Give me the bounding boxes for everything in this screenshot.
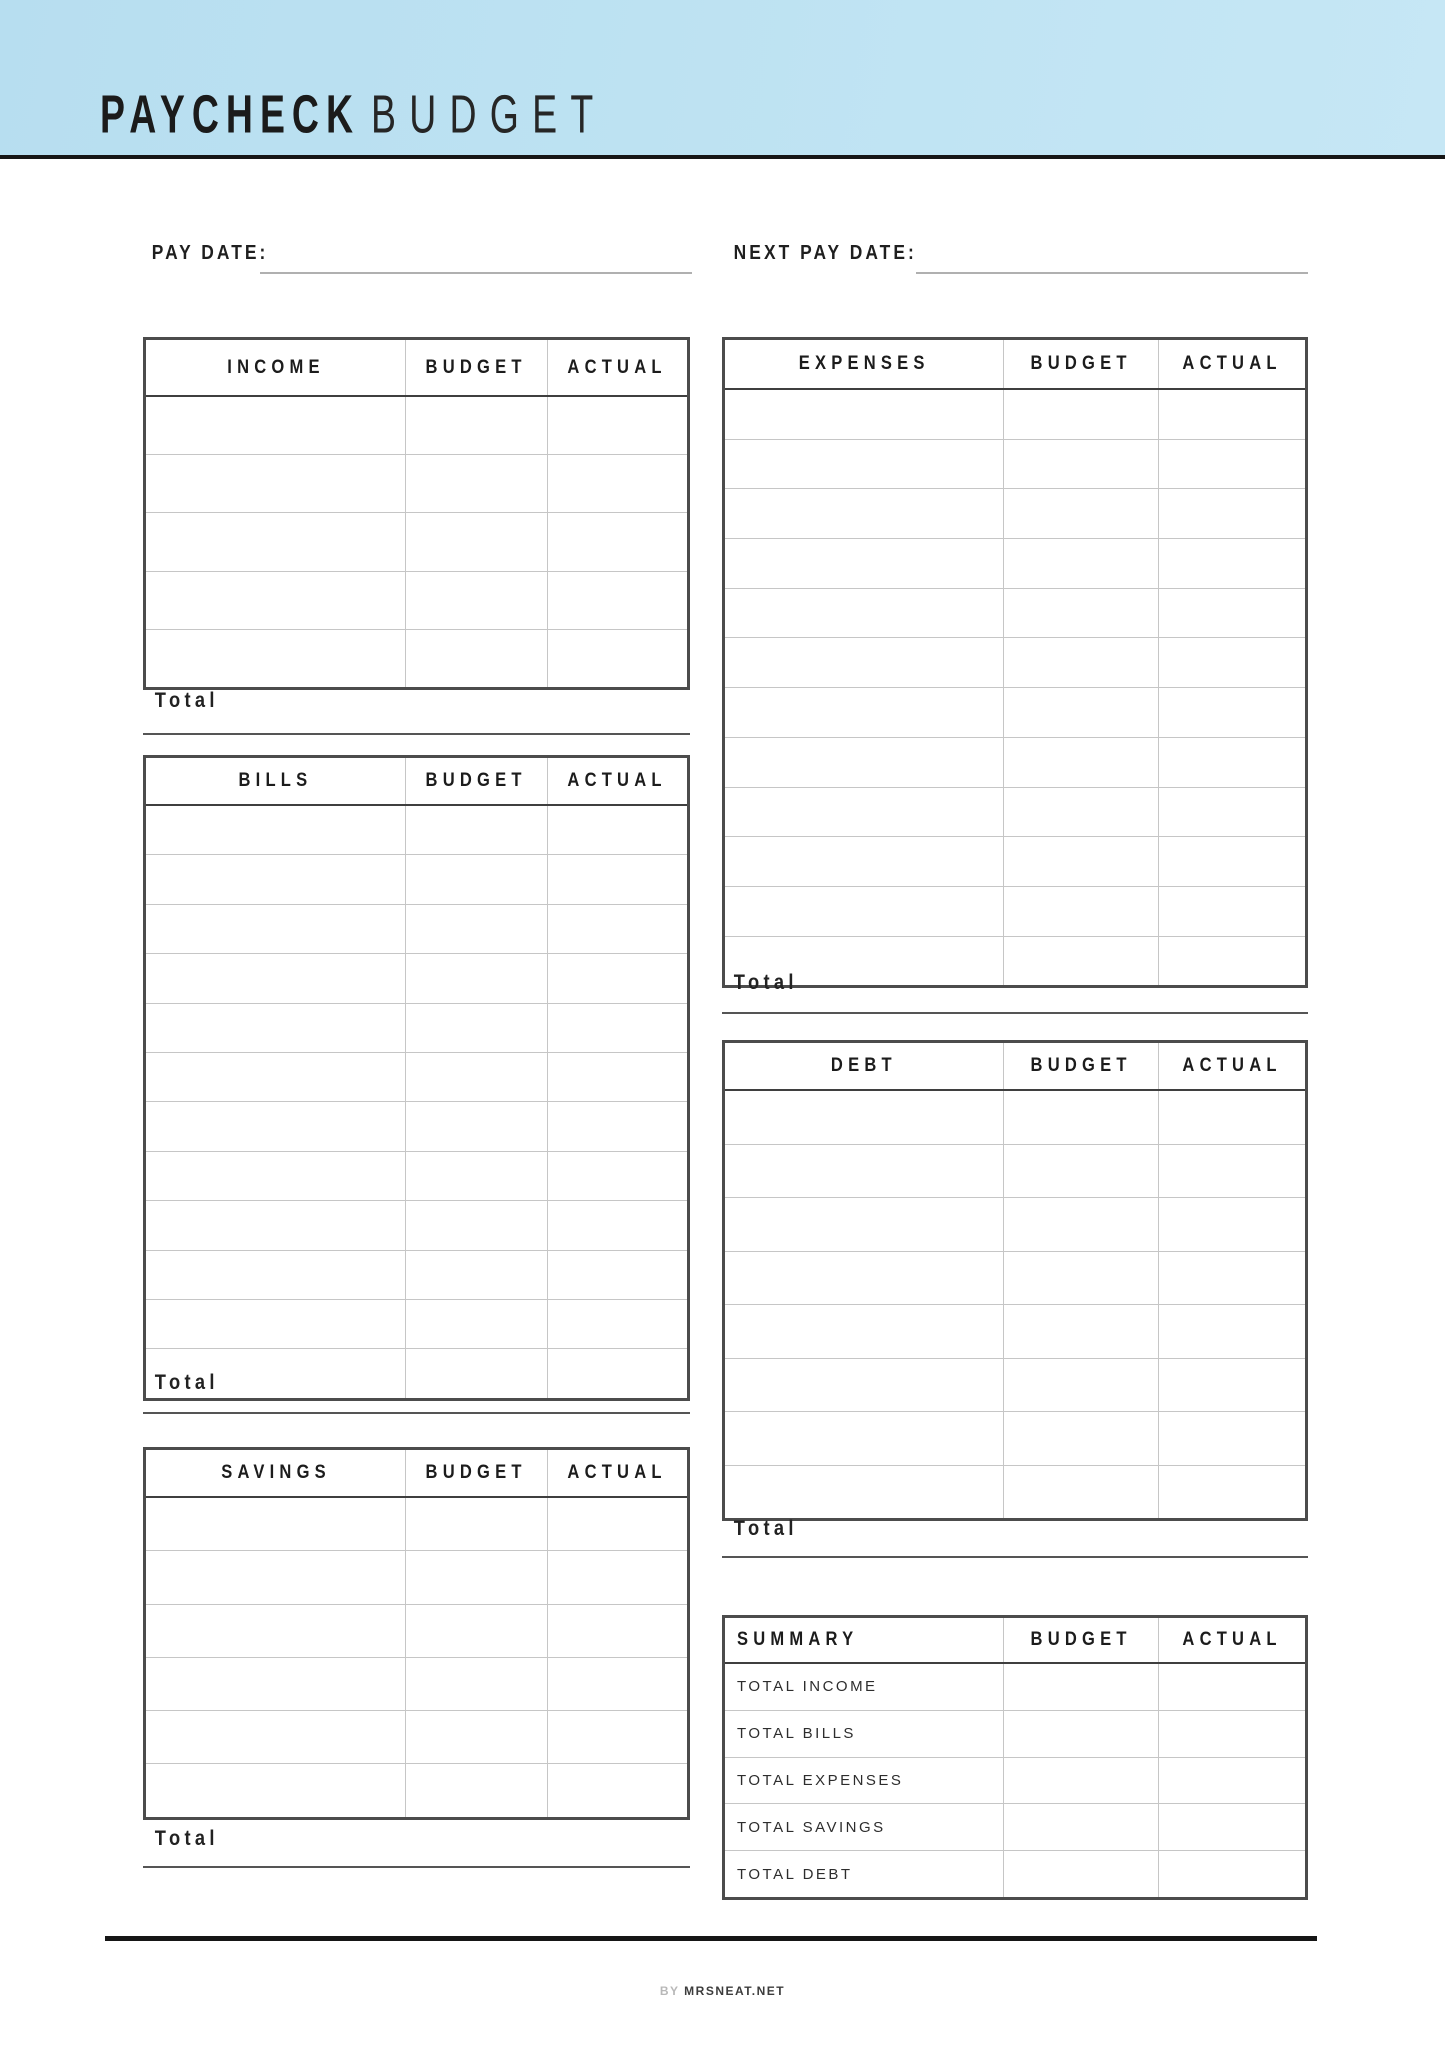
income-header-row: [145, 339, 689, 397]
cell-budget[interactable]: [1003, 688, 1158, 738]
cell-actual[interactable]: [1158, 737, 1306, 787]
cell-item[interactable]: [145, 513, 406, 571]
table-row: [145, 855, 689, 904]
table-row: [145, 1551, 689, 1604]
table-row: [724, 588, 1307, 638]
income-total-label: Total: [154, 689, 219, 712]
cell-item: TOTAL SAVINGS: [724, 1804, 1004, 1851]
cell-actual[interactable]: [547, 455, 688, 513]
cell-item[interactable]: [724, 439, 1004, 489]
cell-budget[interactable]: [1003, 1757, 1158, 1804]
cell-budget[interactable]: [406, 1657, 547, 1710]
cell-budget[interactable]: [406, 1764, 547, 1818]
table-row: [145, 1604, 689, 1657]
col-header-budget: BUDGET: [1003, 1042, 1158, 1091]
cell-budget[interactable]: [1003, 1465, 1158, 1520]
cell-item: TOTAL DEBT: [724, 1851, 1004, 1899]
cell-item[interactable]: [145, 1151, 406, 1200]
table-row: [724, 936, 1307, 987]
cell-budget[interactable]: [1003, 886, 1158, 936]
cell-actual[interactable]: [1158, 1090, 1306, 1144]
cell-item: TOTAL BILLS: [724, 1710, 1004, 1757]
cell-actual[interactable]: [547, 1551, 688, 1604]
bills-header-row: [145, 757, 689, 806]
table-row: [724, 1757, 1307, 1804]
footer-rule: [105, 1936, 1317, 1941]
cell-actual[interactable]: [1158, 787, 1306, 837]
cell-budget[interactable]: [1003, 1358, 1158, 1412]
cell-item[interactable]: [145, 904, 406, 953]
table-row: [145, 396, 689, 455]
col-header-budget: BUDGET: [406, 339, 547, 397]
cell-actual[interactable]: [1158, 1710, 1306, 1757]
table-row: [724, 1804, 1307, 1851]
table-row: [145, 1201, 689, 1250]
cell-actual[interactable]: [1158, 439, 1306, 489]
cell-budget[interactable]: [1003, 1305, 1158, 1359]
cell-budget[interactable]: [406, 855, 547, 904]
col-header-budget: BUDGET: [1003, 339, 1158, 390]
cell-actual[interactable]: [547, 1711, 688, 1764]
cell-item[interactable]: [145, 1604, 406, 1657]
table-row: [724, 489, 1307, 539]
cell-actual[interactable]: [547, 1604, 688, 1657]
cell-item[interactable]: [724, 1465, 1004, 1520]
table-row: [724, 688, 1307, 738]
cell-item[interactable]: [145, 1052, 406, 1101]
table-row: [145, 1052, 689, 1101]
cell-actual[interactable]: [547, 1102, 688, 1151]
cell-actual[interactable]: [547, 1201, 688, 1250]
cell-item[interactable]: [145, 455, 406, 513]
col-header-actual: ACTUAL: [1158, 1617, 1306, 1664]
cell-item[interactable]: [724, 638, 1004, 688]
cell-budget[interactable]: [1003, 1198, 1158, 1252]
table-row: [145, 455, 689, 513]
col-header-actual: ACTUAL: [547, 1449, 688, 1498]
cell-budget[interactable]: [1003, 588, 1158, 638]
pay-date-label: PAY DATE:: [151, 242, 269, 264]
cell-actual[interactable]: [1158, 1144, 1306, 1198]
cell-budget[interactable]: [1003, 1851, 1158, 1899]
cell-item[interactable]: [724, 737, 1004, 787]
cell-budget[interactable]: [1003, 787, 1158, 837]
col-header-category: EXPENSES: [724, 339, 1004, 390]
cell-budget[interactable]: [1003, 837, 1158, 887]
cell-item[interactable]: [724, 1144, 1004, 1198]
cell-item[interactable]: [145, 1764, 406, 1818]
cell-actual[interactable]: [547, 1250, 688, 1299]
table-row: [724, 1710, 1307, 1757]
cell-actual[interactable]: [547, 1151, 688, 1200]
cell-actual[interactable]: [1158, 1198, 1306, 1252]
cell-item[interactable]: [724, 688, 1004, 738]
cell-item[interactable]: [145, 855, 406, 904]
bills-total-label: Total: [154, 1371, 219, 1394]
col-header-actual: ACTUAL: [547, 757, 688, 806]
title-secondary: BUDGET: [370, 86, 607, 146]
table-row: [145, 1250, 689, 1299]
cell-budget[interactable]: [406, 1497, 547, 1551]
cell-item[interactable]: [724, 837, 1004, 887]
cell-budget[interactable]: [406, 1201, 547, 1250]
expenses-total-label: Total: [733, 971, 798, 994]
cell-budget[interactable]: [406, 1102, 547, 1151]
table-row: [145, 1497, 689, 1551]
table-row: [145, 1349, 689, 1399]
table-row: [145, 1151, 689, 1200]
col-header-category: SUMMARY: [724, 1617, 1004, 1664]
cell-item: TOTAL INCOME: [724, 1663, 1004, 1710]
table-row: [724, 1412, 1307, 1466]
cell-budget[interactable]: [406, 904, 547, 953]
table-row: [145, 513, 689, 571]
cell-budget[interactable]: [1003, 439, 1158, 489]
cell-actual[interactable]: [547, 904, 688, 953]
cell-item[interactable]: [145, 805, 406, 855]
cell-item[interactable]: [145, 1250, 406, 1299]
cell-budget[interactable]: [406, 513, 547, 571]
cell-actual[interactable]: [1158, 1663, 1306, 1710]
table-row: [724, 1090, 1307, 1144]
cell-budget[interactable]: [406, 805, 547, 855]
cell-budget[interactable]: [406, 954, 547, 1003]
cell-actual[interactable]: [1158, 936, 1306, 987]
table-row: [724, 389, 1307, 439]
table-row: [724, 1144, 1307, 1198]
cell-actual[interactable]: [547, 1657, 688, 1710]
debt-header-row: [724, 1042, 1307, 1091]
table-row: [724, 1305, 1307, 1359]
cell-budget[interactable]: [1003, 489, 1158, 539]
cell-budget[interactable]: [406, 1711, 547, 1764]
cell-item[interactable]: [724, 787, 1004, 837]
table-row: [724, 1358, 1307, 1412]
cell-budget[interactable]: [406, 1250, 547, 1299]
table-row: [145, 805, 689, 855]
table-row: [145, 904, 689, 953]
header-rule: [0, 155, 1445, 159]
table-row: [724, 439, 1307, 489]
cell-item[interactable]: [145, 954, 406, 1003]
cell-item[interactable]: [145, 396, 406, 455]
cell-actual[interactable]: [1158, 489, 1306, 539]
table-row: [724, 737, 1307, 787]
cell-budget[interactable]: [1003, 1251, 1158, 1305]
cell-actual[interactable]: [547, 954, 688, 1003]
col-header-category: INCOME: [145, 339, 406, 397]
table-row: [724, 837, 1307, 887]
savings-header-row: [145, 1449, 689, 1498]
cell-item[interactable]: [724, 1358, 1004, 1412]
col-header-actual: ACTUAL: [547, 339, 688, 397]
table-row: [724, 787, 1307, 837]
cell-actual[interactable]: [547, 629, 688, 688]
table-row: [724, 1663, 1307, 1710]
summary-table: [722, 1615, 1308, 1900]
pay-date-input-line[interactable]: [260, 250, 692, 274]
cell-budget[interactable]: [406, 396, 547, 455]
cell-budget[interactable]: [406, 1551, 547, 1604]
cell-item[interactable]: [724, 389, 1004, 439]
cell-budget[interactable]: [406, 1349, 547, 1399]
cell-budget[interactable]: [406, 1151, 547, 1200]
debt-total-line[interactable]: [722, 1556, 1308, 1558]
cell-budget[interactable]: [1003, 1804, 1158, 1851]
cell-budget[interactable]: [1003, 1144, 1158, 1198]
table-row: [145, 1299, 689, 1348]
cell-actual[interactable]: [547, 571, 688, 629]
cell-actual[interactable]: [1158, 1851, 1306, 1899]
savings-total-label: Total: [154, 1827, 219, 1850]
col-header-category: SAVINGS: [145, 1449, 406, 1498]
income-total-line[interactable]: [143, 733, 690, 735]
debt-table: [722, 1040, 1308, 1521]
table-row: [145, 1711, 689, 1764]
cell-item[interactable]: [145, 1497, 406, 1551]
table-row: [724, 638, 1307, 688]
table-row: [145, 1764, 689, 1818]
cell-actual[interactable]: [1158, 1757, 1306, 1804]
next-pay-date-label: NEXT PAY DATE:: [733, 242, 917, 264]
cell-budget[interactable]: [1003, 1663, 1158, 1710]
cell-budget[interactable]: [1003, 1710, 1158, 1757]
cell-actual[interactable]: [547, 513, 688, 571]
col-header-actual: ACTUAL: [1158, 339, 1306, 390]
cell-actual[interactable]: [1158, 389, 1306, 439]
savings-total-line[interactable]: [143, 1866, 690, 1868]
cell-item[interactable]: [724, 886, 1004, 936]
title-primary: PAYCHECK: [100, 86, 361, 146]
cell-budget[interactable]: [406, 629, 547, 688]
table-row: [145, 954, 689, 1003]
cell-item: TOTAL EXPENSES: [724, 1757, 1004, 1804]
table-row: [724, 886, 1307, 936]
cell-actual[interactable]: [1158, 588, 1306, 638]
cell-item[interactable]: [145, 571, 406, 629]
cell-actual[interactable]: [547, 1764, 688, 1818]
cell-actual[interactable]: [1158, 1412, 1306, 1466]
next-pay-date-input-line[interactable]: [916, 250, 1308, 274]
cell-item[interactable]: [145, 629, 406, 688]
cell-actual[interactable]: [1158, 1465, 1306, 1520]
bills-total-line[interactable]: [143, 1412, 690, 1414]
expenses-header-row: [724, 339, 1307, 390]
cell-item[interactable]: [724, 1412, 1004, 1466]
cell-actual[interactable]: [547, 1003, 688, 1052]
summary-header-row: [724, 1617, 1307, 1664]
table-row: [724, 1251, 1307, 1305]
col-header-budget: BUDGET: [1003, 1617, 1158, 1664]
table-row: [724, 1851, 1307, 1899]
byline: [0, 1985, 1445, 1997]
cell-budget[interactable]: [1003, 389, 1158, 439]
table-row: [145, 1102, 689, 1151]
expenses-total-line[interactable]: [722, 1012, 1308, 1014]
cell-item[interactable]: [145, 1299, 406, 1348]
cell-item[interactable]: [724, 1305, 1004, 1359]
byline-brand: MRSNEAT.NET: [684, 1984, 786, 1998]
cell-budget[interactable]: [1003, 1090, 1158, 1144]
cell-item[interactable]: [724, 1251, 1004, 1305]
table-row: [145, 1657, 689, 1710]
page-title: [100, 86, 607, 146]
cell-budget[interactable]: [406, 455, 547, 513]
cell-item[interactable]: [724, 588, 1004, 638]
cell-item[interactable]: [145, 1003, 406, 1052]
table-row: [145, 629, 689, 688]
table-row: [724, 1198, 1307, 1252]
cell-actual[interactable]: [547, 805, 688, 855]
cell-actual[interactable]: [1158, 688, 1306, 738]
byline-prefix: BY: [659, 1984, 680, 1998]
cell-actual[interactable]: [1158, 1804, 1306, 1851]
cell-item[interactable]: [724, 539, 1004, 589]
cell-item[interactable]: [145, 1551, 406, 1604]
cell-item[interactable]: [724, 1090, 1004, 1144]
table-row: [724, 1465, 1307, 1520]
cell-actual[interactable]: [547, 396, 688, 455]
cell-budget[interactable]: [1003, 539, 1158, 589]
cell-budget[interactable]: [406, 1299, 547, 1348]
cell-budget[interactable]: [1003, 936, 1158, 987]
cell-actual[interactable]: [547, 1299, 688, 1348]
col-header-category: BILLS: [145, 757, 406, 806]
cell-item[interactable]: [145, 1711, 406, 1764]
savings-table: [143, 1447, 690, 1820]
cell-budget[interactable]: [1003, 638, 1158, 688]
table-row: [145, 571, 689, 629]
cell-actual[interactable]: [1158, 638, 1306, 688]
expenses-table: [722, 337, 1308, 988]
cell-item[interactable]: [724, 1198, 1004, 1252]
cell-item[interactable]: [145, 1657, 406, 1710]
cell-budget[interactable]: [406, 1604, 547, 1657]
cell-item[interactable]: [145, 1201, 406, 1250]
cell-actual[interactable]: [547, 1052, 688, 1101]
cell-actual[interactable]: [547, 1349, 688, 1399]
table-row: [724, 539, 1307, 589]
cell-actual[interactable]: [1158, 1305, 1306, 1359]
cell-actual[interactable]: [1158, 1358, 1306, 1412]
cell-item[interactable]: [724, 489, 1004, 539]
cell-budget[interactable]: [406, 1003, 547, 1052]
income-table: [143, 337, 690, 690]
table-row: [145, 1003, 689, 1052]
cell-actual[interactable]: [1158, 837, 1306, 887]
bills-table: [143, 755, 690, 1401]
cell-actual[interactable]: [547, 855, 688, 904]
col-header-budget: BUDGET: [406, 1449, 547, 1498]
cell-actual[interactable]: [1158, 886, 1306, 936]
cell-actual[interactable]: [1158, 1251, 1306, 1305]
cell-budget[interactable]: [1003, 737, 1158, 787]
cell-actual[interactable]: [1158, 539, 1306, 589]
debt-total-label: Total: [733, 1517, 798, 1540]
cell-actual[interactable]: [547, 1497, 688, 1551]
cell-budget[interactable]: [406, 1052, 547, 1101]
cell-budget[interactable]: [1003, 1412, 1158, 1466]
cell-budget[interactable]: [406, 571, 547, 629]
col-header-actual: ACTUAL: [1158, 1042, 1306, 1091]
cell-item[interactable]: [145, 1102, 406, 1151]
col-header-category: DEBT: [724, 1042, 1004, 1091]
col-header-budget: BUDGET: [406, 757, 547, 806]
